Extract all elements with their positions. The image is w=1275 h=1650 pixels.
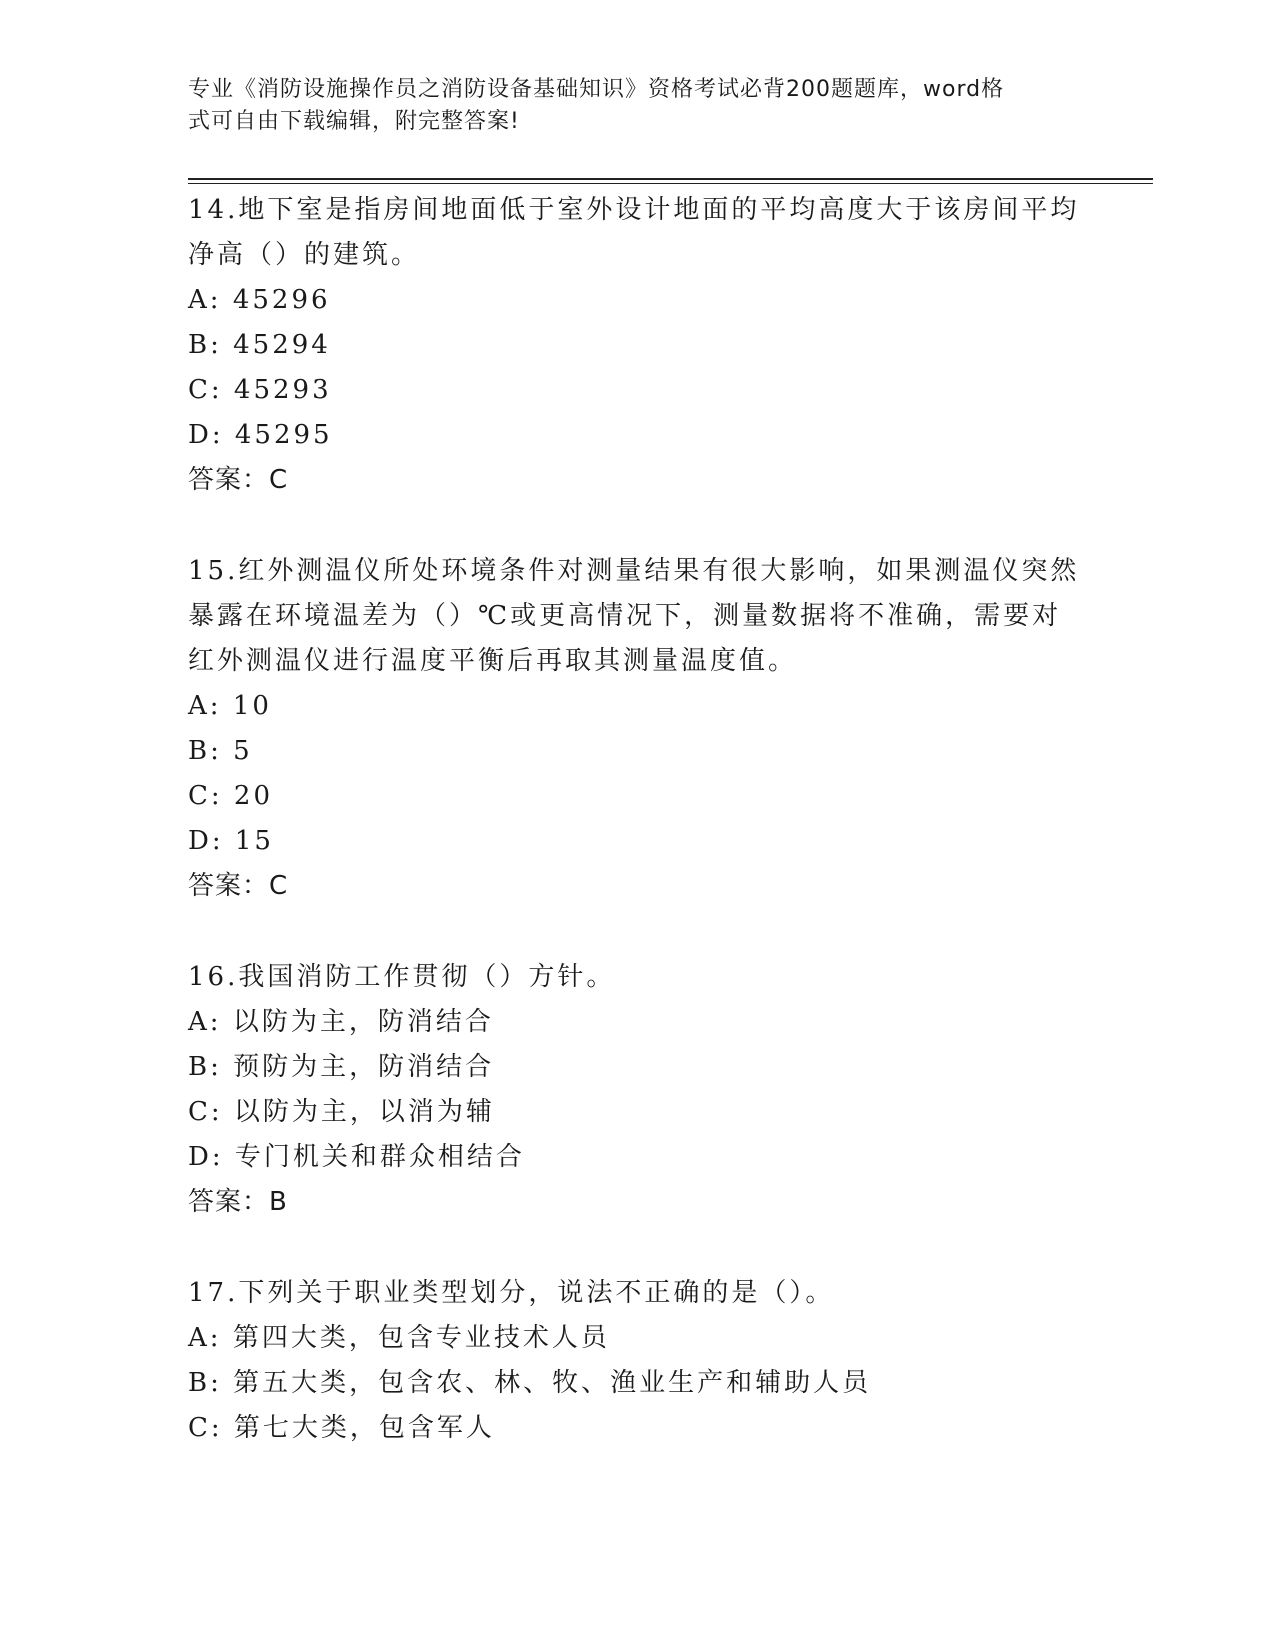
question-number: 17.	[188, 1278, 239, 1308]
answer-value: B	[269, 1187, 288, 1217]
option-a	[188, 1316, 1088, 1361]
option-label: C:	[188, 1413, 223, 1443]
option-a	[188, 278, 1088, 323]
option-d	[188, 1135, 1088, 1180]
question-text-line: 红外测温仪进行温度平衡后再取其测量温度值。	[188, 646, 798, 676]
option-text: 预防为主，防消结合	[233, 1052, 495, 1082]
question-16	[188, 955, 1088, 1225]
question-text-line: 下列关于职业类型划分，说法不正确的是（）。	[238, 1278, 835, 1308]
option-text: 以防为主，以消为辅	[233, 1097, 495, 1127]
option-label: D:	[188, 420, 224, 450]
option-d	[188, 413, 1088, 458]
option-text: 45294	[233, 330, 331, 360]
spacer	[188, 909, 1088, 955]
option-text: 20	[233, 781, 274, 811]
question-17	[188, 1271, 1088, 1451]
option-b	[188, 1361, 1088, 1406]
option-label: B:	[188, 1368, 222, 1398]
option-text: 以防为主，防消结合	[232, 1007, 494, 1037]
answer-line	[188, 458, 1088, 503]
header-line-1: 专业《消防设施操作员之消防设备基础知识》资格考试必背200题题库，word格	[188, 77, 1005, 102]
option-label: B:	[188, 736, 222, 766]
option-label: D:	[188, 826, 224, 856]
option-text: 45293	[233, 375, 332, 405]
option-label: C:	[188, 781, 223, 811]
option-label: A:	[188, 285, 222, 315]
option-text: 第七大类，包含军人	[233, 1413, 495, 1443]
question-text-line: 地下室是指房间地面低于室外设计地面的平均高度大于该房间平均	[238, 195, 1080, 225]
question-number: 15.	[188, 556, 239, 586]
option-label: A:	[188, 1007, 222, 1037]
question-number: 16.	[188, 962, 239, 992]
option-text: 45296	[232, 285, 331, 315]
option-text: 第四大类，包含专业技术人员	[232, 1323, 610, 1353]
option-label: B:	[188, 330, 222, 360]
option-a	[188, 684, 1088, 729]
option-b	[188, 729, 1088, 774]
question-number: 14.	[188, 195, 239, 225]
answer-line	[188, 1180, 1088, 1225]
header-divider-thick	[188, 178, 1153, 180]
question-text-line: 净高（）的建筑。	[188, 240, 421, 270]
option-label: C:	[188, 1097, 223, 1127]
question-list	[188, 188, 1088, 1451]
header-line-2: 式可自由下载编辑，附完整答案!	[188, 109, 520, 134]
answer-label: 答案：	[188, 465, 270, 495]
option-d	[188, 819, 1088, 864]
option-label: A:	[188, 691, 222, 721]
option-label: C:	[188, 375, 223, 405]
question-15	[188, 549, 1088, 909]
option-text: 专门机关和群众相结合	[234, 1142, 525, 1172]
option-text: 5	[233, 736, 253, 766]
option-text: 第五大类，包含农、林、牧、渔业生产和辅助人员	[233, 1368, 872, 1398]
option-text: 45295	[234, 420, 333, 450]
option-b	[188, 323, 1088, 368]
option-c	[188, 1406, 1088, 1451]
answer-value: C	[269, 465, 289, 495]
option-c	[188, 368, 1088, 413]
option-label: A:	[188, 1323, 222, 1353]
answer-label: 答案：	[188, 1187, 270, 1217]
spacer	[188, 503, 1088, 549]
spacer	[188, 1225, 1088, 1271]
answer-line	[188, 864, 1088, 909]
option-c	[188, 1090, 1088, 1135]
option-b	[188, 1045, 1088, 1090]
question-14	[188, 188, 1088, 503]
option-text: 15	[234, 826, 274, 856]
question-text-line: 暴露在环境温差为（）℃或更高情况下，测量数据将不准确，需要对	[188, 601, 1062, 631]
answer-label: 答案：	[188, 871, 270, 901]
answer-value: C	[269, 871, 289, 901]
option-c	[188, 774, 1088, 819]
option-label: D:	[188, 1142, 224, 1172]
header-divider-thin	[188, 183, 1153, 184]
question-text-line: 红外测温仪所处环境条件对测量结果有很大影响，如果测温仪突然	[238, 556, 1080, 586]
question-text-line: 我国消防工作贯彻（）方针。	[238, 962, 616, 992]
option-a	[188, 1000, 1088, 1045]
option-text: 10	[232, 691, 272, 721]
option-label: B:	[188, 1052, 222, 1082]
document-header	[188, 74, 1068, 138]
